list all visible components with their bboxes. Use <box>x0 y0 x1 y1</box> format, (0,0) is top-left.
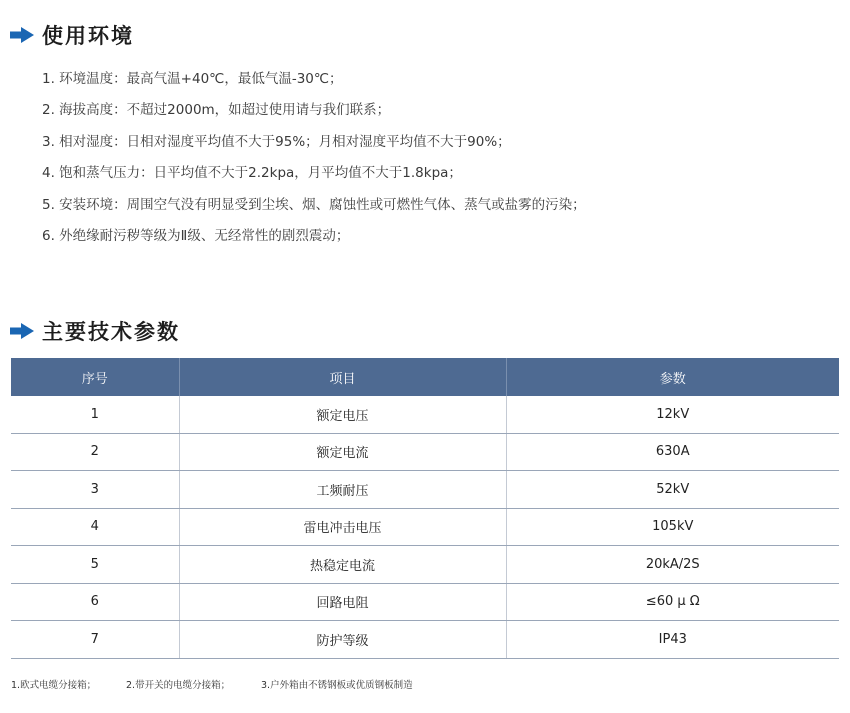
table-row <box>11 433 839 471</box>
cell-value: 20kA/2S <box>506 546 839 584</box>
cell-index: 6 <box>11 583 179 621</box>
table-row <box>11 621 839 659</box>
footnote-3: 3.户外箱由不锈钢板或优质钢板制造 <box>261 680 413 691</box>
footnote-1: 1.欧式电缆分接箱； <box>11 680 97 691</box>
header-index: 序号 <box>11 358 179 396</box>
env-section-title <box>10 20 134 50</box>
list-item: 2. 海拔高度：不超过2000m，如超过使用请与我们联系； <box>42 102 391 119</box>
params-table <box>11 358 839 659</box>
right-arrow-icon <box>10 27 34 43</box>
cell-item: 额定电压 <box>179 396 506 433</box>
table-row <box>11 583 839 621</box>
table-row <box>11 546 839 584</box>
environment-list <box>42 64 586 252</box>
list-item: 4. 饱和蒸气压力：日平均值不大于2.2kpa，月平均值不大于1.8kpa； <box>42 165 462 182</box>
params-section-title <box>10 316 180 346</box>
list-item: 3. 相对湿度：日相对湿度平均值不大于95%；月相对湿度平均值不大于90%； <box>42 133 511 150</box>
table-header-row <box>11 358 839 396</box>
env-title-text: 使用环境 <box>42 24 134 48</box>
cell-item: 热稳定电流 <box>179 546 506 584</box>
cell-index: 5 <box>11 546 179 584</box>
table-row <box>11 471 839 509</box>
cell-item: 防护等级 <box>179 621 506 659</box>
cell-value: IP43 <box>506 621 839 659</box>
footnote-2: 2.带开关的电缆分接箱； <box>126 680 231 691</box>
cell-index: 4 <box>11 508 179 546</box>
header-value: 参数 <box>506 358 839 396</box>
cell-value: 12kV <box>506 396 839 433</box>
list-item: 6. 外绝缘耐污秽等级为Ⅱ级、无经常性的剧烈震动； <box>42 228 350 245</box>
cell-index: 7 <box>11 621 179 659</box>
cell-item: 工频耐压 <box>179 471 506 509</box>
params-title-text: 主要技术参数 <box>42 320 180 344</box>
cell-index: 3 <box>11 471 179 509</box>
cell-index: 1 <box>11 396 179 433</box>
cell-value: ≤60 μ Ω <box>506 583 839 621</box>
cell-value: 630A <box>506 433 839 471</box>
cell-index: 2 <box>11 433 179 471</box>
right-arrow-icon <box>10 323 34 339</box>
footnotes <box>11 677 413 691</box>
cell-item: 额定电流 <box>179 433 506 471</box>
cell-item: 回路电阻 <box>179 583 506 621</box>
header-item: 项目 <box>179 358 506 396</box>
cell-value: 52kV <box>506 471 839 509</box>
table-row <box>11 508 839 546</box>
list-item: 5. 安装环境：周围空气没有明显受到尘埃、烟、腐蚀性或可燃性气体、蒸气或盐雾的污染； <box>42 196 586 213</box>
list-item: 1. 环境温度：最高气温+40℃，最低气温-30℃； <box>42 71 343 87</box>
table-row <box>11 396 839 433</box>
cell-item: 雷电冲击电压 <box>179 508 506 546</box>
cell-value: 105kV <box>506 508 839 546</box>
